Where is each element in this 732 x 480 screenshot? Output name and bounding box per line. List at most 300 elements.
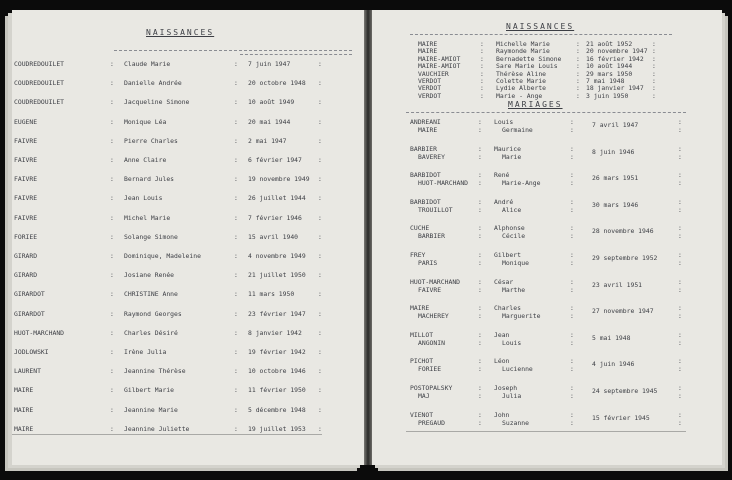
- marriages-bottom-rule: [406, 431, 686, 432]
- column-separator: :: [110, 252, 114, 260]
- column-separator: :: [652, 47, 656, 56]
- birth-date: 21 août 1952: [586, 40, 633, 48]
- marriage-wife-given: Marguerite: [502, 312, 541, 321]
- birth-date: 11 mars 1950: [248, 290, 295, 299]
- column-separator: :: [576, 40, 580, 48]
- column-separator: :: [678, 304, 682, 313]
- birth-date: 15 avril 1940: [248, 232, 299, 241]
- column-separator: :: [234, 213, 238, 222]
- column-separator: :: [678, 179, 682, 188]
- column-separator: :: [478, 205, 482, 214]
- birth-given-names: Thérèse Aline: [496, 69, 547, 78]
- marriage-wife-given: Cécile: [502, 232, 526, 241]
- birth-surname: JODLOWSKI: [14, 348, 49, 356]
- column-separator: :: [678, 205, 682, 214]
- birth-surname: VERDOT: [418, 84, 442, 93]
- column-separator: :: [678, 384, 682, 392]
- column-separator: :: [678, 251, 682, 259]
- birth-given-names: Bernadette Simone: [496, 54, 562, 63]
- marriage-wife-given: Louis: [502, 338, 522, 347]
- marriage-wife-surname: TROUILLOT: [418, 205, 453, 214]
- birth-surname: MAIRE-AMIOT: [418, 54, 461, 63]
- birth-date: 11 février 1950: [248, 386, 306, 395]
- column-separator: :: [570, 277, 574, 286]
- marriage-wife-surname: HUOT-MARCHAND: [418, 179, 469, 188]
- column-separator: :: [570, 384, 574, 392]
- birth-surname: FAIVRE: [14, 156, 38, 164]
- marriage-husband-given: Alphonse: [494, 224, 525, 233]
- marriage-husband-given: Joseph: [494, 384, 518, 392]
- birth-date: 3 juin 1950: [586, 91, 629, 100]
- column-separator: :: [478, 418, 482, 427]
- birth-date: 10 octobre 1946: [248, 367, 306, 376]
- column-separator: :: [678, 357, 682, 366]
- marriage-husband-given: Gilbert: [494, 251, 521, 259]
- column-separator: :: [652, 40, 656, 48]
- column-separator: :: [570, 224, 574, 233]
- column-separator: :: [652, 84, 656, 93]
- birth-surname: VERDOT: [418, 77, 442, 85]
- column-separator: :: [478, 259, 482, 267]
- column-separator: :: [234, 79, 238, 88]
- marriage-wife-surname: MACHEREY: [418, 312, 449, 321]
- marriage-husband-surname: MAIRE: [410, 304, 430, 313]
- column-separator: :: [478, 144, 482, 153]
- marriage-wife-surname: FAIVRE: [418, 285, 442, 294]
- column-separator: :: [110, 328, 114, 337]
- marriage-wife-given: Marthe: [502, 285, 526, 294]
- column-separator: :: [576, 47, 580, 56]
- birth-surname: FAIVRE: [14, 194, 38, 203]
- column-separator: :: [478, 152, 482, 161]
- column-separator: :: [110, 98, 114, 107]
- birth-given-names: Lydie Alberte: [496, 84, 547, 93]
- column-separator: :: [478, 179, 482, 188]
- birth-given-names: Jeannine Thérèse: [124, 367, 186, 376]
- column-separator: :: [678, 259, 682, 267]
- column-separator: :: [478, 171, 482, 180]
- marriage-wife-given: Lucienne: [502, 365, 533, 374]
- column-separator: :: [570, 251, 574, 259]
- right-mariages-heading: MARIAGES: [508, 100, 563, 109]
- column-separator: :: [570, 179, 574, 188]
- marriage-husband-given: René: [494, 171, 510, 180]
- column-separator: :: [480, 69, 484, 78]
- birth-date: 23 février 1947: [248, 309, 306, 318]
- birth-surname: FAIVRE: [14, 136, 38, 145]
- column-separator: :: [678, 418, 682, 427]
- birth-given-names: Jeannine Marie: [124, 405, 178, 414]
- marriage-husband-surname: PICHOT: [410, 357, 434, 366]
- birth-given-names: Marie - Ange: [496, 91, 543, 100]
- column-separator: :: [234, 136, 238, 145]
- birth-given-names: Irène Julia: [124, 348, 167, 356]
- marriage-date: 4 juin 1946: [592, 360, 635, 369]
- column-separator: :: [110, 290, 114, 299]
- marriage-date: 24 septembre 1945: [592, 387, 658, 395]
- column-separator: :: [480, 84, 484, 93]
- birth-surname: VAUCHIER: [418, 69, 449, 78]
- column-separator: :: [110, 175, 114, 184]
- column-separator: :: [110, 271, 114, 280]
- birth-surname: FORIEE: [14, 232, 38, 241]
- column-separator: :: [478, 392, 482, 400]
- column-separator: :: [318, 290, 322, 299]
- left-heading-rule: [114, 50, 352, 51]
- birth-date: 19 février 1942: [248, 348, 306, 356]
- column-separator: :: [652, 54, 656, 63]
- column-separator: :: [318, 348, 322, 356]
- column-separator: :: [570, 144, 574, 153]
- column-separator: :: [234, 194, 238, 203]
- birth-date: 10 août 1949: [248, 98, 295, 107]
- column-separator: :: [678, 232, 682, 241]
- column-separator: :: [110, 213, 114, 222]
- column-separator: :: [110, 79, 114, 88]
- birth-date: 20 octobre 1948: [248, 79, 306, 88]
- birth-given-names: Danielle Andrée: [124, 79, 182, 88]
- marriage-date: 23 avril 1951: [592, 280, 643, 289]
- column-separator: :: [576, 69, 580, 78]
- column-separator: :: [678, 330, 682, 339]
- column-separator: :: [678, 312, 682, 321]
- birth-surname: HUOT-MARCHAND: [14, 328, 65, 337]
- birth-given-names: Raymond Georges: [124, 309, 182, 318]
- birth-date: 18 janvier 1947: [586, 84, 644, 93]
- column-separator: :: [478, 357, 482, 366]
- marriage-husband-given: Charles: [494, 304, 521, 313]
- birth-surname: FAIVRE: [14, 175, 38, 184]
- column-separator: :: [478, 118, 482, 126]
- column-separator: :: [318, 328, 322, 337]
- birth-surname: COUDREDOUILET: [14, 79, 65, 88]
- column-separator: :: [318, 252, 322, 260]
- birth-given-names: Pierre Charles: [124, 136, 178, 145]
- marriage-date: 7 avril 1947: [592, 121, 639, 129]
- marriage-wife-surname: BAVEREY: [418, 152, 445, 161]
- birth-given-names: Claude Marie: [124, 60, 171, 68]
- birth-date: 2 mai 1947: [248, 136, 287, 145]
- birth-date: 4 novembre 1949: [248, 252, 306, 260]
- birth-given-names: Colette Marie: [496, 77, 547, 85]
- column-separator: :: [570, 126, 574, 134]
- birth-date: 8 janvier 1942: [248, 328, 302, 337]
- column-separator: :: [570, 418, 574, 427]
- birth-given-names: Sare Marie Louis: [496, 62, 558, 71]
- birth-given-names: Monique Léa: [124, 117, 167, 126]
- column-separator: :: [234, 232, 238, 241]
- column-separator: :: [478, 330, 482, 339]
- birth-date: 10 août 1944: [586, 62, 633, 71]
- column-separator: :: [576, 62, 580, 71]
- marriage-wife-given: Germaine: [502, 126, 533, 134]
- marriage-wife-surname: FORIEE: [418, 365, 442, 374]
- birth-given-names: Jean Louis: [124, 194, 163, 203]
- marriage-date: 26 mars 1951: [592, 174, 639, 183]
- column-separator: :: [570, 232, 574, 241]
- birth-date: 6 février 1947: [248, 156, 302, 164]
- birth-surname: EUGENE: [14, 117, 38, 126]
- column-separator: :: [234, 405, 238, 414]
- birth-given-names: Solange Simone: [124, 232, 178, 241]
- birth-date: 5 décembre 1948: [248, 405, 306, 414]
- column-separator: :: [480, 62, 484, 71]
- birth-surname: COUDREDOUILET: [14, 98, 65, 107]
- column-separator: :: [110, 117, 114, 126]
- column-separator: :: [478, 232, 482, 241]
- marriage-date: 8 juin 1946: [592, 147, 635, 156]
- column-separator: :: [480, 77, 484, 85]
- column-separator: :: [234, 348, 238, 356]
- marriage-husband-given: Léon: [494, 357, 510, 366]
- marriage-husband-surname: CUCHE: [410, 224, 430, 233]
- marriage-wife-surname: MAJ: [418, 392, 430, 400]
- column-separator: :: [318, 386, 322, 395]
- column-separator: :: [478, 277, 482, 286]
- marriage-husband-surname: ANDREANI: [410, 118, 441, 126]
- column-separator: :: [678, 152, 682, 161]
- marriage-husband-surname: MILLOT: [410, 330, 434, 339]
- birth-surname: LAURENT: [14, 367, 41, 376]
- marriage-husband-given: César: [494, 277, 514, 286]
- birth-given-names: Raymonde Marie: [496, 47, 550, 56]
- birth-surname: MAIRE: [14, 424, 34, 433]
- birth-surname: MAIRE: [418, 40, 438, 48]
- column-separator: :: [576, 84, 580, 93]
- right-naissances-rule: [410, 34, 672, 35]
- column-separator: :: [110, 424, 114, 433]
- marriage-date: 27 novembre 1947: [592, 307, 654, 316]
- column-separator: :: [318, 405, 322, 414]
- right-naissances-heading: NAISSANCES: [506, 22, 575, 31]
- column-separator: :: [110, 309, 114, 318]
- birth-given-names: Bernard Jules: [124, 175, 175, 184]
- column-separator: :: [110, 156, 114, 164]
- column-separator: :: [318, 117, 322, 126]
- column-separator: :: [480, 47, 484, 56]
- column-separator: :: [478, 312, 482, 321]
- column-separator: :: [570, 410, 574, 419]
- column-separator: :: [318, 136, 322, 145]
- column-separator: :: [234, 117, 238, 126]
- column-separator: :: [234, 386, 238, 395]
- column-separator: :: [678, 224, 682, 233]
- column-separator: :: [480, 54, 484, 63]
- birth-surname: VERDOT: [418, 91, 442, 100]
- column-separator: :: [234, 367, 238, 376]
- column-separator: :: [234, 156, 238, 164]
- marriage-wife-surname: BARBIER: [418, 232, 445, 241]
- column-separator: :: [678, 392, 682, 400]
- column-separator: :: [234, 271, 238, 280]
- column-separator: :: [570, 338, 574, 347]
- column-separator: :: [678, 197, 682, 206]
- column-separator: :: [318, 271, 322, 280]
- marriage-husband-given: Louis: [494, 118, 514, 126]
- column-separator: :: [318, 194, 322, 203]
- column-separator: :: [570, 312, 574, 321]
- birth-given-names: Gilbert Marie: [124, 386, 175, 395]
- birth-date: 16 février 1942: [586, 54, 644, 63]
- column-separator: :: [678, 277, 682, 286]
- birth-surname: MAIRE: [14, 405, 34, 414]
- marriage-wife-given: Monique: [502, 259, 529, 267]
- column-separator: :: [478, 304, 482, 313]
- left-heading: NAISSANCES: [146, 28, 215, 37]
- column-separator: :: [678, 171, 682, 180]
- birth-surname: MAIRE: [14, 386, 34, 395]
- marriage-husband-surname: BARBIDOT: [410, 197, 441, 206]
- column-separator: :: [570, 365, 574, 374]
- right-mariages-rule: [406, 112, 686, 113]
- column-separator: :: [110, 386, 114, 395]
- marriage-wife-given: Alice: [502, 205, 522, 214]
- marriage-husband-surname: BARBIDOT: [410, 171, 441, 180]
- column-separator: :: [234, 328, 238, 337]
- column-separator: :: [478, 224, 482, 233]
- marriage-date: 30 mars 1946: [592, 200, 639, 209]
- birth-surname: MAIRE: [418, 47, 438, 56]
- birth-date: 20 mai 1944: [248, 117, 291, 126]
- column-separator: :: [570, 152, 574, 161]
- column-separator: :: [570, 304, 574, 313]
- left-page: [12, 10, 364, 465]
- last-row-underline: [12, 434, 322, 435]
- column-separator: :: [318, 232, 322, 241]
- birth-date: 20 novembre 1947: [586, 47, 648, 56]
- birth-date: 29 mars 1950: [586, 69, 633, 78]
- column-separator: :: [478, 338, 482, 347]
- marriage-wife-surname: MAIRE: [418, 126, 438, 134]
- column-separator: :: [318, 156, 322, 164]
- column-separator: :: [478, 365, 482, 374]
- column-separator: :: [234, 60, 238, 68]
- marriage-husband-surname: HUOT-MARCHAND: [410, 277, 461, 286]
- marriage-wife-given: Julia: [502, 392, 522, 400]
- column-separator: :: [110, 405, 114, 414]
- marriage-date: 5 mai 1948: [592, 333, 631, 342]
- birth-given-names: Jacqueline Simone: [124, 98, 190, 107]
- birth-date: 19 juillet 1953: [248, 424, 306, 433]
- column-separator: :: [678, 338, 682, 347]
- marriage-date: 29 septembre 1952: [592, 254, 658, 262]
- column-separator: :: [110, 367, 114, 376]
- column-separator: :: [678, 410, 682, 419]
- column-separator: :: [678, 118, 682, 126]
- marriage-husband-given: Maurice: [494, 144, 521, 153]
- birth-given-names: CHRISTINE Anne: [124, 290, 178, 299]
- column-separator: :: [110, 194, 114, 203]
- marriage-wife-given: Marie: [502, 152, 522, 161]
- column-separator: :: [318, 213, 322, 222]
- marriage-date: 28 novembre 1946: [592, 227, 654, 236]
- column-separator: :: [570, 259, 574, 267]
- column-separator: :: [570, 197, 574, 206]
- column-separator: :: [576, 91, 580, 100]
- column-separator: :: [318, 367, 322, 376]
- column-separator: :: [234, 175, 238, 184]
- column-separator: :: [234, 98, 238, 107]
- birth-date: 7 février 1946: [248, 213, 302, 222]
- column-separator: :: [652, 62, 656, 71]
- column-separator: :: [570, 330, 574, 339]
- birth-surname: COUDREDOUILET: [14, 60, 65, 68]
- column-separator: :: [318, 175, 322, 184]
- birth-date: 7 juin 1947: [248, 60, 291, 68]
- marriage-husband-given: Jean: [494, 330, 510, 339]
- column-separator: :: [318, 79, 322, 88]
- marriage-husband-surname: VIENOT: [410, 410, 434, 419]
- column-separator: :: [570, 171, 574, 180]
- column-separator: :: [110, 232, 114, 241]
- column-separator: :: [478, 410, 482, 419]
- column-separator: :: [576, 54, 580, 63]
- column-separator: :: [480, 40, 484, 48]
- birth-date: 21 juillet 1950: [248, 271, 306, 280]
- birth-given-names: Charles Désiré: [124, 328, 178, 337]
- column-separator: :: [652, 69, 656, 78]
- column-separator: :: [576, 77, 580, 85]
- birth-surname: GIRARDOT: [14, 309, 45, 318]
- marriage-husband-surname: POSTOPALSKY: [410, 384, 453, 392]
- book-spine: [364, 10, 372, 465]
- birth-date: 7 mai 1948: [586, 77, 625, 85]
- column-separator: :: [478, 251, 482, 259]
- marriage-wife-surname: ANGONIN: [418, 338, 445, 347]
- column-separator: :: [652, 91, 656, 100]
- birth-date: 19 novembre 1949: [248, 175, 310, 184]
- column-separator: :: [478, 197, 482, 206]
- birth-given-names: Jeannine Juliette: [124, 424, 190, 433]
- marriage-husband-surname: BARBIER: [410, 144, 437, 153]
- birth-surname: GIRARDOT: [14, 290, 45, 299]
- column-separator: :: [570, 285, 574, 294]
- column-separator: :: [678, 285, 682, 294]
- column-separator: :: [480, 91, 484, 100]
- column-separator: :: [478, 285, 482, 294]
- birth-surname: GIRARD: [14, 271, 38, 280]
- marriage-wife-given: Marie-Ange: [502, 179, 541, 188]
- birth-given-names: Michel Marie: [124, 213, 171, 222]
- column-separator: :: [478, 384, 482, 392]
- birth-given-names: Anne Claire: [124, 156, 167, 164]
- column-separator: :: [652, 77, 656, 85]
- column-separator: :: [110, 136, 114, 145]
- column-separator: :: [234, 252, 238, 260]
- column-separator: :: [110, 60, 114, 68]
- right-page: [372, 10, 722, 465]
- birth-date: 26 juillet 1944: [248, 194, 306, 203]
- left-table-top-rule: [240, 54, 352, 55]
- column-separator: :: [318, 309, 322, 318]
- column-separator: :: [570, 392, 574, 400]
- column-separator: :: [478, 126, 482, 134]
- column-separator: :: [234, 424, 238, 433]
- column-separator: :: [318, 424, 322, 433]
- column-separator: :: [318, 60, 322, 68]
- column-separator: :: [234, 290, 238, 299]
- column-separator: :: [318, 98, 322, 107]
- column-separator: :: [570, 118, 574, 126]
- column-separator: :: [678, 365, 682, 374]
- birth-given-names: Michelle Marie: [496, 40, 550, 48]
- birth-surname: FAIVRE: [14, 213, 38, 222]
- column-separator: :: [570, 357, 574, 366]
- column-separator: :: [678, 126, 682, 134]
- marriage-husband-given: John: [494, 410, 510, 419]
- column-separator: :: [110, 348, 114, 356]
- column-separator: :: [678, 144, 682, 153]
